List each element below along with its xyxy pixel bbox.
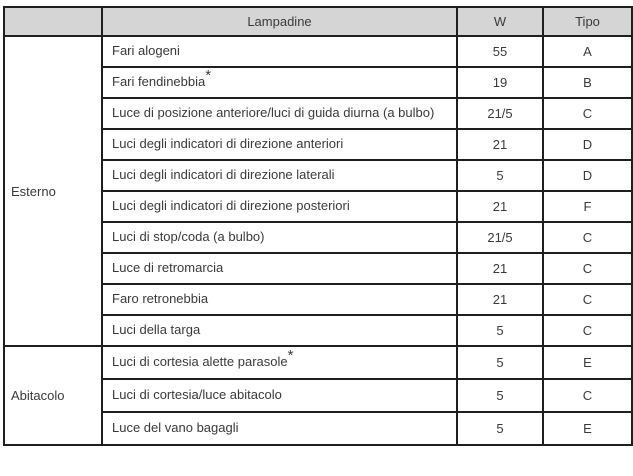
- wattage-cell: 21: [457, 253, 543, 284]
- type-cell: F: [543, 191, 632, 222]
- table-header: [4, 7, 632, 36]
- bulb-name-cell: Fari alogeni: [102, 36, 457, 67]
- bulb-name-cell: Luci degli indicatori di direzione anteriori: [102, 129, 457, 160]
- wattage-cell: 21/5: [457, 98, 543, 129]
- header-tipo: Tipo: [543, 7, 632, 36]
- wattage-cell: 21: [457, 191, 543, 222]
- bulb-name-cell: Luci della targa: [102, 315, 457, 346]
- wattage-cell: 21: [457, 129, 543, 160]
- bulb-name-cell: Luci di cortesia alette parasole*: [102, 346, 457, 379]
- type-cell: C: [543, 379, 632, 412]
- bulb-name-cell: Luce di retromarcia: [102, 253, 457, 284]
- section-label-abitacolo: Abitacolo: [4, 346, 102, 445]
- type-cell: C: [543, 98, 632, 129]
- section-label-esterno: Esterno: [4, 36, 102, 346]
- bulb-name-cell: Fari fendinebbia*: [102, 67, 457, 98]
- type-cell: C: [543, 253, 632, 284]
- wattage-cell: 21: [457, 284, 543, 315]
- header-w: W: [457, 7, 543, 36]
- wattage-cell: 5: [457, 379, 543, 412]
- header-row: [4, 7, 632, 36]
- bulb-name-cell: Luce del vano bagagli: [102, 412, 457, 445]
- wattage-cell: 21/5: [457, 222, 543, 253]
- bulb-name-cell: Luci di stop/coda (a bulbo): [102, 222, 457, 253]
- wattage-cell: 5: [457, 315, 543, 346]
- type-cell: C: [543, 315, 632, 346]
- bulb-name-cell: Faro retronebbia: [102, 284, 457, 315]
- type-cell: D: [543, 160, 632, 191]
- wattage-cell: 5: [457, 160, 543, 191]
- header-lampadine: Lampadine: [102, 7, 457, 36]
- header-corner-cell: [4, 7, 102, 36]
- footnote-asterisk: *: [287, 346, 294, 364]
- type-cell: B: [543, 67, 632, 98]
- wattage-cell: 5: [457, 346, 543, 379]
- type-cell: D: [543, 129, 632, 160]
- wattage-cell: 55: [457, 36, 543, 67]
- lampadine-table: [3, 6, 633, 446]
- footnote-asterisk: *: [205, 66, 212, 84]
- type-cell: C: [543, 284, 632, 315]
- bulb-name-cell: Luci degli indicatori di direzione posteriori: [102, 191, 457, 222]
- type-cell: A: [543, 36, 632, 67]
- table-row: [4, 346, 632, 379]
- wattage-cell: 19: [457, 67, 543, 98]
- table-body: [4, 36, 632, 445]
- type-cell: E: [543, 346, 632, 379]
- bulb-name-cell: Luci degli indicatori di direzione laterali: [102, 160, 457, 191]
- table-row: [4, 36, 632, 67]
- type-cell: C: [543, 222, 632, 253]
- type-cell: E: [543, 412, 632, 445]
- wattage-cell: 5: [457, 412, 543, 445]
- bulb-name-cell: Luci di cortesia/luce abitacolo: [102, 379, 457, 412]
- bulb-name-cell: Luce di posizione anteriore/luci di guida diurna (a bulbo): [102, 98, 457, 129]
